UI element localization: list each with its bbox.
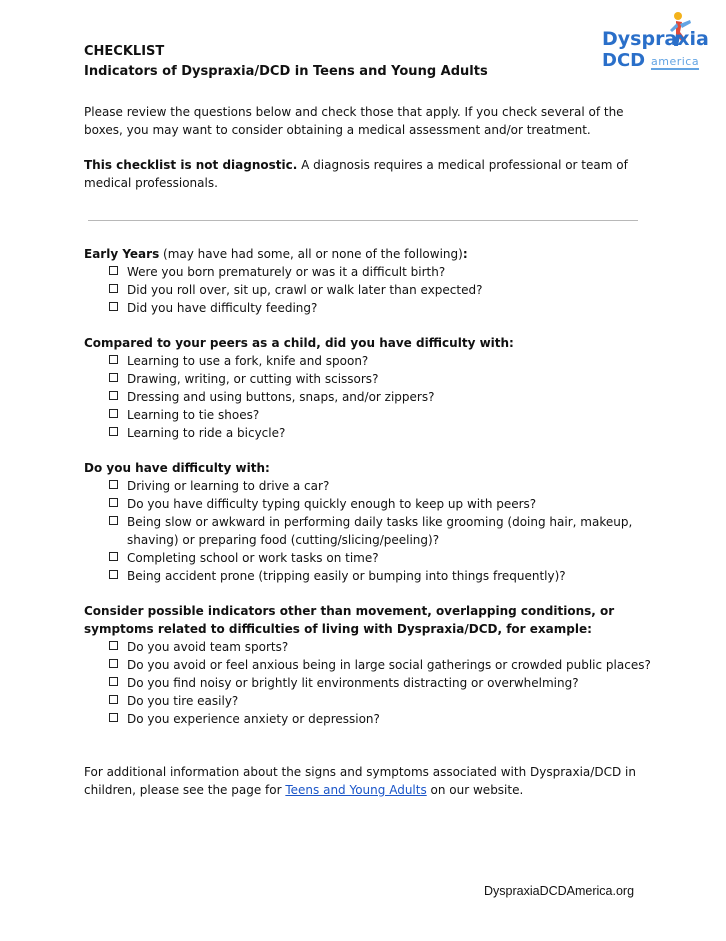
page-title: Indicators of Dyspraxia/DCD in Teens and Young Adults (84, 64, 488, 79)
checklist-item (109, 406, 664, 424)
item-label: Dressing and using buttons, snaps, and/or zippers? (127, 390, 435, 404)
section-other-indicators (84, 602, 664, 728)
title-block (84, 42, 488, 82)
checklist-item (109, 299, 664, 317)
checkbox[interactable] (109, 373, 118, 382)
checklist-item (109, 710, 664, 728)
checkbox[interactable] (109, 713, 118, 722)
dyspraxia-dcd-america-logo (596, 10, 708, 72)
section-early-years (84, 245, 664, 317)
checklist-item (109, 656, 664, 674)
checkbox[interactable] (109, 516, 118, 525)
item-label: Were you born prematurely or was it a difficult birth? (127, 265, 446, 279)
checkbox[interactable] (109, 409, 118, 418)
disclaimer-text: A diagnosis requires a medical professional or team of medical professionals. (84, 158, 628, 190)
item-label: Do you avoid team sports? (127, 640, 289, 654)
checklist-item (109, 674, 664, 692)
checkbox[interactable] (109, 427, 118, 436)
item-label: Learning to tie shoes? (127, 408, 260, 422)
checklist-item (109, 281, 664, 299)
checkbox[interactable] (109, 355, 118, 364)
section-heading-bold: Compared to your peers as a child, did you have difficulty with: (84, 336, 514, 350)
checklist-items (84, 638, 664, 728)
item-label: Driving or learning to drive a car? (127, 479, 330, 493)
section-heading (84, 245, 664, 263)
checkbox[interactable] (109, 266, 118, 275)
checkbox[interactable] (109, 391, 118, 400)
logo-wordmark: Dyspraxia (602, 28, 709, 50)
section-current-difficulty (84, 459, 664, 585)
checklist-items (84, 477, 664, 585)
checklist-item (109, 263, 664, 281)
section-heading (84, 459, 664, 477)
item-label: Did you have difficulty feeding? (127, 301, 318, 315)
intro-paragraph: Please review the questions below and check those that apply. If you check several of the boxes, you may want to consider obtaining a medical assessment and/or treatment. (84, 105, 624, 137)
item-label: Did you roll over, sit up, crawl or walk later than expected? (127, 283, 483, 297)
logo-underline (651, 68, 699, 70)
checklist-item (109, 424, 664, 442)
checklist-item (109, 638, 664, 656)
section-heading-bold: Early Years (84, 247, 160, 261)
checklist-items (84, 352, 664, 442)
item-label: Do you find noisy or brightly lit environments distracting or overwhelming? (127, 676, 579, 690)
item-label: Do you tire easily? (127, 694, 239, 708)
item-label: Learning to use a fork, knife and spoon? (127, 354, 369, 368)
checklist-item (109, 549, 664, 567)
checklist-item (109, 370, 664, 388)
item-label: Being accident prone (tripping easily or bumping into things frequently)? (127, 569, 566, 583)
section-heading-colon: : (462, 247, 468, 261)
section-heading-bold: Do you have difficulty with: (84, 461, 270, 475)
checkbox[interactable] (109, 641, 118, 650)
checkbox[interactable] (109, 695, 118, 704)
item-label: Being slow or awkward in performing daily tasks like grooming (doing hair, makeup, shaving) or preparing food (cutting/slicing/peeling)? (127, 515, 633, 547)
additional-info-text: For additional information about the signs and symptoms associated with Dyspraxia/DCD in children, please see the page for (84, 765, 636, 797)
checklist-item (109, 477, 664, 495)
item-label: Do you avoid or feel anxious being in large social gatherings or crowded public places? (127, 658, 651, 672)
item-label: Completing school or work tasks on time? (127, 551, 379, 565)
checklist-item (109, 352, 664, 370)
section-heading-rest: (may have had some, all or none of the following) (159, 247, 463, 261)
checklist-item (109, 495, 664, 513)
logo-dcd: DCD (602, 50, 646, 71)
checklist-item (109, 567, 664, 585)
section-heading (84, 334, 664, 352)
additional-info-text-end: on our website. (426, 783, 524, 797)
logo-america: america (651, 55, 700, 68)
item-label: Do you have difficulty typing quickly enough to keep up with peers? (127, 497, 537, 511)
checkbox[interactable] (109, 480, 118, 489)
checkbox[interactable] (109, 570, 118, 579)
checkbox[interactable] (109, 659, 118, 668)
disclaimer-bold: This checklist is not diagnostic. (84, 158, 298, 172)
checklist-item (109, 388, 664, 406)
checklist-item (109, 513, 664, 549)
checklist-label: CHECKLIST (84, 44, 165, 59)
checkbox[interactable] (109, 284, 118, 293)
checkbox[interactable] (109, 498, 118, 507)
section-heading (84, 602, 664, 638)
teens-young-adults-link[interactable]: Teens and Young Adults (285, 783, 427, 797)
section-divider (88, 220, 638, 221)
disclaimer-paragraph (84, 156, 654, 192)
item-label: Drawing, writing, or cutting with scissors? (127, 372, 379, 386)
footer-site-url: DyspraxiaDCDAmerica.org (484, 884, 635, 898)
checkbox[interactable] (109, 677, 118, 686)
item-label: Learning to ride a bicycle? (127, 426, 286, 440)
additional-info-paragraph (84, 763, 644, 799)
section-heading-bold: Consider possible indicators other than movement, overlapping conditions, or symptoms related to difficulties of living with Dyspraxia/DCD, for example: (84, 604, 615, 636)
item-label: Do you experience anxiety or depression? (127, 712, 380, 726)
checkbox[interactable] (109, 302, 118, 311)
checklist-items (84, 263, 664, 317)
checkbox[interactable] (109, 552, 118, 561)
section-peers (84, 334, 664, 442)
checklist-item (109, 692, 664, 710)
